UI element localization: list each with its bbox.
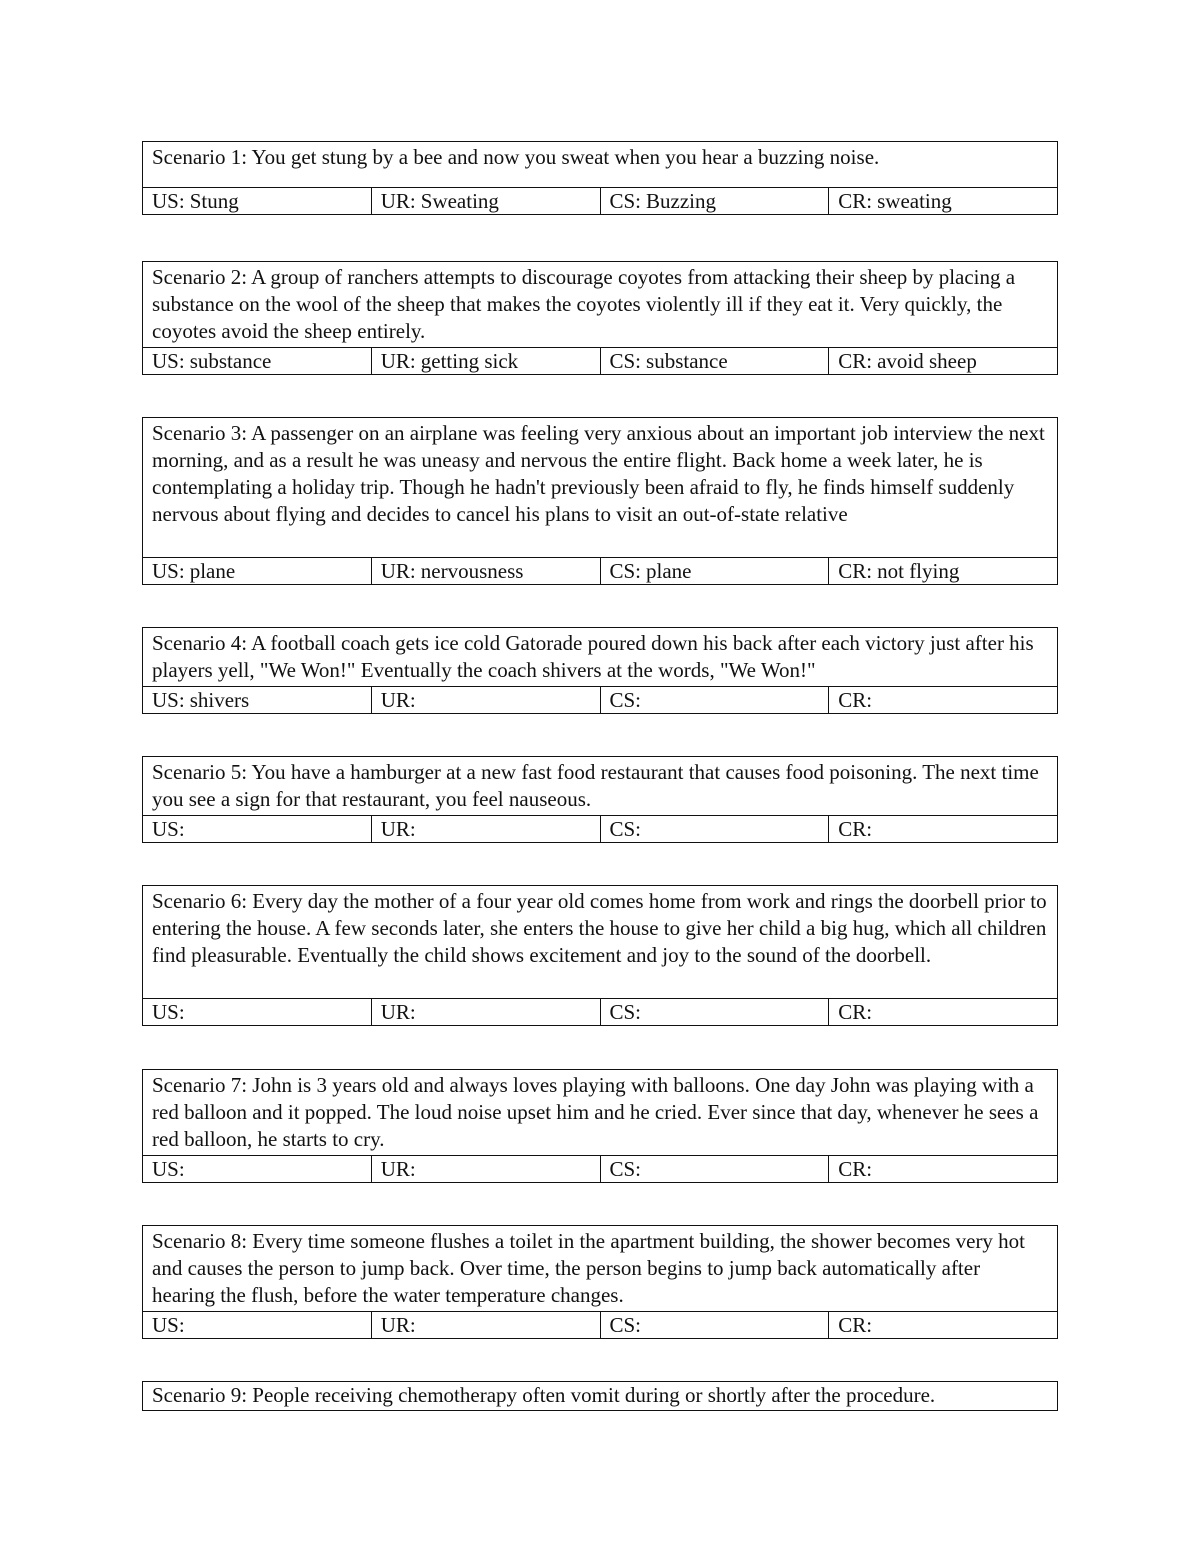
cr-cell[interactable] (828, 188, 1057, 214)
cs-cell[interactable] (600, 348, 829, 374)
cr-value: not flying (877, 559, 960, 583)
cs-label: CS: (609, 1157, 642, 1181)
us-cell[interactable] (143, 816, 371, 842)
scenario-text: Scenario 3: A passenger on an airplane was feeling very anxious about an important job interview the next morning, and as a result he was uneasy and nervous the entire flight. Back home a week later, he is contemplating a holiday trip. Though he hadn't previously been afraid to fly, he finds himself suddenly nervous about flying and decides to cancel his plans to visit an out-of-state relative (152, 421, 1045, 526)
cs-label: CS: (609, 1000, 642, 1024)
ur-cell[interactable] (371, 558, 600, 584)
cr-cell[interactable] (828, 558, 1057, 584)
scenario-table-6 (142, 885, 1058, 1026)
cs-cell[interactable] (600, 188, 829, 214)
us-cell[interactable] (143, 188, 371, 214)
scenario-text: Scenario 2: A group of ranchers attempts to discourage coyotes from attacking their sheep by placing a substance on the wool of the sheep that makes the coyotes violently ill if they eat it. Very quickly, the coyotes avoid the sheep entirely. (152, 265, 1016, 343)
ur-cell[interactable] (371, 1156, 600, 1182)
cs-label: CS: (609, 688, 642, 712)
cs-label: CS: (609, 349, 642, 373)
ur-label: UR: (380, 1000, 416, 1024)
us-value: substance (189, 349, 272, 373)
ur-cell[interactable] (371, 348, 600, 374)
scenario-text: Scenario 7: John is 3 years old and always loves playing with balloons. One day John was playing with a red balloon and it popped. The loud noise upset him and he cried. Ever since that day, whenever he sees a red balloon, he starts to cry. (152, 1073, 1039, 1151)
us-cell[interactable] (143, 687, 371, 713)
ur-cell[interactable] (371, 188, 600, 214)
answer-row (143, 1155, 1057, 1182)
us-cell[interactable] (143, 348, 371, 374)
ur-cell[interactable] (371, 687, 600, 713)
ur-label: UR: (380, 817, 416, 841)
us-label: US: (152, 1313, 185, 1337)
ur-cell[interactable] (371, 999, 600, 1025)
cr-label: CR: (838, 189, 873, 213)
scenario-text: Scenario 1: You get stung by a bee and now you sweat when you hear a buzzing noise. (152, 145, 880, 169)
cs-value: substance (646, 349, 728, 373)
us-cell[interactable] (143, 999, 371, 1025)
cr-label: CR: (838, 349, 873, 373)
answer-row (143, 686, 1057, 713)
scenario-table-8 (142, 1225, 1058, 1339)
cs-cell[interactable] (600, 999, 829, 1025)
cr-cell[interactable] (828, 816, 1057, 842)
cr-label: CR: (838, 817, 873, 841)
ur-value: Sweating (420, 189, 499, 213)
cs-label: CS: (609, 559, 642, 583)
us-label: US: (152, 1157, 185, 1181)
cr-cell[interactable] (828, 1156, 1057, 1182)
cs-label: CS: (609, 1313, 642, 1337)
scenario-table-7 (142, 1069, 1058, 1183)
cs-value: Buzzing (646, 189, 717, 213)
cr-cell[interactable] (828, 999, 1057, 1025)
answer-row (143, 1311, 1057, 1338)
ur-label: UR: (380, 688, 416, 712)
cr-label: CR: (838, 688, 873, 712)
answer-row (143, 347, 1057, 374)
cr-cell[interactable] (828, 687, 1057, 713)
cs-cell[interactable] (600, 1312, 829, 1338)
us-value: shivers (189, 688, 250, 712)
scenario-text: Scenario 4: A football coach gets ice cold Gatorade poured down his back after each victory just after his players yell, "We Won!" Eventually the coach shivers at the words, "We Won!" (152, 631, 1034, 682)
answer-row (143, 998, 1057, 1025)
cs-cell[interactable] (600, 816, 829, 842)
us-cell[interactable] (143, 558, 371, 584)
scenario-text: Scenario 8: Every time someone flushes a toilet in the apartment building, the shower becomes very hot and causes the person to jump back. Over time, the person begins to jump back automatically after hearing the flush, before the water temperature changes. (152, 1229, 1026, 1307)
us-cell[interactable] (143, 1156, 371, 1182)
cr-cell[interactable] (828, 1312, 1057, 1338)
cs-cell[interactable] (600, 1156, 829, 1182)
cr-cell[interactable] (828, 348, 1057, 374)
ur-label: UR: (380, 349, 416, 373)
us-label: US: (152, 817, 185, 841)
cr-label: CR: (838, 559, 873, 583)
scenario-table-1 (142, 141, 1058, 215)
scenario-table-5 (142, 756, 1058, 843)
us-value: plane (189, 559, 236, 583)
cs-label: CS: (609, 817, 642, 841)
scenario-table-2 (142, 261, 1058, 375)
cr-value: sweating (877, 189, 952, 213)
scenario-table-4 (142, 627, 1058, 714)
scenario-text: Scenario 5: You have a hamburger at a new fast food restaurant that causes food poisoning. The next time you see a sign for that restaurant, you feel nauseous. (152, 760, 1039, 811)
cs-value: plane (646, 559, 692, 583)
us-cell[interactable] (143, 1312, 371, 1338)
us-label: US: (152, 189, 185, 213)
cr-value: avoid sheep (877, 349, 977, 373)
cs-cell[interactable] (600, 687, 829, 713)
cr-label: CR: (838, 1157, 873, 1181)
us-label: US: (152, 349, 185, 373)
ur-value: getting sick (420, 349, 519, 373)
scenario-text: Scenario 9: People receiving chemotherapy often vomit during or shortly after the procedure. (152, 1383, 936, 1407)
ur-label: UR: (380, 189, 416, 213)
cr-label: CR: (838, 1313, 873, 1337)
answer-row (143, 557, 1057, 584)
scenario-table-9 (142, 1381, 1058, 1411)
scenario-table-3 (142, 417, 1058, 585)
us-label: US: (152, 688, 185, 712)
us-label: US: (152, 559, 185, 583)
answer-row (143, 815, 1057, 842)
cs-cell[interactable] (600, 558, 829, 584)
us-label: US: (152, 1000, 185, 1024)
ur-label: UR: (380, 1157, 416, 1181)
cr-label: CR: (838, 1000, 873, 1024)
cs-label: CS: (609, 189, 642, 213)
ur-label: UR: (380, 1313, 416, 1337)
us-value: Stung (189, 189, 239, 213)
ur-value: nervousness (420, 559, 524, 583)
scenario-text: Scenario 6: Every day the mother of a four year old comes home from work and rings the doorbell prior to entering the house. A few seconds later, she enters the house to give her child a big hug, which all children find pleasurable. Eventually the child shows excitement and joy to the sound of the doorbell. (152, 889, 1047, 967)
answer-row (143, 187, 1057, 214)
ur-cell[interactable] (371, 816, 600, 842)
ur-label: UR: (380, 559, 416, 583)
ur-cell[interactable] (371, 1312, 600, 1338)
